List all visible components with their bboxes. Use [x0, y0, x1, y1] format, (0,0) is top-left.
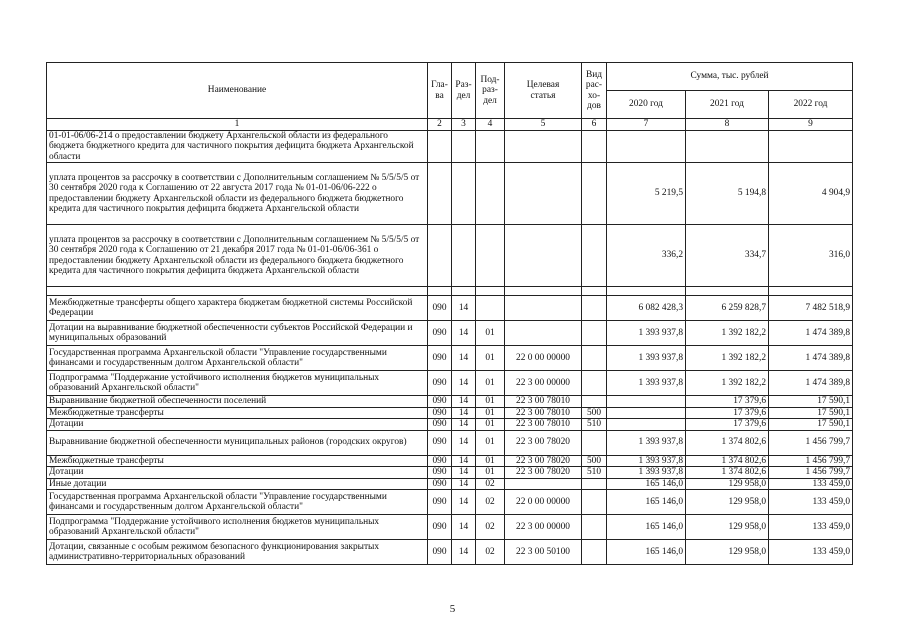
row-sum-2020 — [607, 419, 686, 431]
row-sum-2020 — [607, 130, 686, 163]
table-body — [47, 130, 853, 565]
row-sum-2021: 129 958,0 — [686, 478, 769, 490]
row-podrazdel — [476, 225, 505, 287]
table-row — [47, 371, 853, 396]
row-expense-type — [582, 130, 607, 163]
table-header — [47, 63, 853, 131]
header-target-article: Целевая статья — [505, 63, 582, 119]
row-name: Выравнивание бюджетной обеспеченности муниципальных районов (городских округов) — [47, 430, 428, 455]
row-name: Иные дотации — [47, 478, 428, 490]
row-razdel: 14 — [452, 407, 476, 419]
row-sum-2022: 1 456 799,7 — [769, 430, 853, 455]
row-sum-2021: 1 374 802,6 — [686, 455, 769, 467]
row-sum-2021: 17 379,6 — [686, 407, 769, 419]
row-podrazdel: 01 — [476, 467, 505, 479]
row-sum-2022: 4 904,9 — [769, 163, 853, 225]
row-name: Выравнивание бюджетной обеспеченности поселений — [47, 396, 428, 408]
row-razdel — [452, 130, 476, 163]
row-target-article — [505, 225, 582, 287]
row-sum-2020: 1 393 937,8 — [607, 430, 686, 455]
row-expense-type: 500 — [582, 455, 607, 467]
table-row — [47, 287, 853, 296]
row-name: Государственная программа Архангельской области "Управление государственными финансами и государственным долгом Архангельской области" — [47, 490, 428, 515]
table-row — [47, 346, 853, 371]
row-target-article: 22 3 00 78010 — [505, 419, 582, 431]
row-name: Дотации на выравнивание бюджетной обеспеченности субъектов Российской Федерации и муниципальных образований — [47, 321, 428, 346]
row-sum-2020: 165 146,0 — [607, 515, 686, 540]
row-sum-2020: 1 393 937,8 — [607, 455, 686, 467]
row-target-article: 22 3 00 78010 — [505, 407, 582, 419]
row-sum-2021: 5 194,8 — [686, 163, 769, 225]
table-row — [47, 467, 853, 479]
header-year-2021: 2021 год — [686, 91, 769, 119]
column-number: 2 — [428, 119, 452, 131]
row-name — [47, 287, 428, 296]
row-sum-2020: 1 393 937,8 — [607, 346, 686, 371]
row-razdel: 14 — [452, 371, 476, 396]
table-row — [47, 163, 853, 225]
table-row — [47, 321, 853, 346]
row-glava: 090 — [428, 321, 452, 346]
row-sum-2021: 129 958,0 — [686, 540, 769, 565]
row-glava: 090 — [428, 346, 452, 371]
header-expense-type: Вид рас- хо- дов — [582, 63, 607, 119]
table-row — [47, 419, 853, 431]
column-number: 9 — [769, 119, 853, 131]
row-expense-type — [582, 371, 607, 396]
row-podrazdel: 02 — [476, 490, 505, 515]
row-razdel: 14 — [452, 419, 476, 431]
row-podrazdel: 02 — [476, 478, 505, 490]
row-glava — [428, 163, 452, 225]
row-glava: 090 — [428, 490, 452, 515]
row-sum-2020: 336,2 — [607, 225, 686, 287]
row-target-article: 22 3 00 78020 — [505, 467, 582, 479]
row-podrazdel: 01 — [476, 419, 505, 431]
row-razdel: 14 — [452, 467, 476, 479]
row-sum-2022: 133 459,0 — [769, 540, 853, 565]
column-number: 6 — [582, 119, 607, 131]
row-razdel: 14 — [452, 296, 476, 321]
row-sum-2022: 133 459,0 — [769, 490, 853, 515]
row-glava: 090 — [428, 419, 452, 431]
table-row — [47, 430, 853, 455]
table-row — [47, 130, 853, 163]
row-name: Дотации, связанные с особым режимом безопасного функционирования закрытых административно-территориальных образований — [47, 540, 428, 565]
row-razdel: 14 — [452, 346, 476, 371]
row-sum-2022: 17 590,1 — [769, 419, 853, 431]
row-sum-2021: 6 259 828,7 — [686, 296, 769, 321]
row-sum-2022: 133 459,0 — [769, 478, 853, 490]
row-razdel: 14 — [452, 321, 476, 346]
row-expense-type — [582, 287, 607, 296]
row-expense-type — [582, 478, 607, 490]
table-row — [47, 515, 853, 540]
row-name: Подпрограмма "Поддержание устойчивого исполнения бюджетов муниципальных образований Архангельской области" — [47, 371, 428, 396]
column-number: 1 — [47, 119, 428, 131]
row-sum-2020 — [607, 287, 686, 296]
row-target-article: 22 3 00 78020 — [505, 430, 582, 455]
row-expense-type — [582, 346, 607, 371]
row-expense-type — [582, 296, 607, 321]
row-name: Межбюджетные трансферты — [47, 455, 428, 467]
row-name: Межбюджетные трансферты общего характера бюджетам бюджетной системы Российской Федерации — [47, 296, 428, 321]
row-target-article: 22 0 00 00000 — [505, 346, 582, 371]
row-sum-2021: 129 958,0 — [686, 515, 769, 540]
row-sum-2020: 1 393 937,8 — [607, 467, 686, 479]
row-sum-2021: 1 392 182,2 — [686, 346, 769, 371]
header-razdel: Раз- дел — [452, 63, 476, 119]
row-name: Дотации — [47, 467, 428, 479]
row-sum-2020: 5 219,5 — [607, 163, 686, 225]
row-expense-type — [582, 515, 607, 540]
row-expense-type — [582, 163, 607, 225]
row-sum-2022: 17 590,1 — [769, 407, 853, 419]
row-name: уплата процентов за рассрочку в соответствии с Дополнительным соглашением № 5/5/5/5 от 30 сентября 2020 года к Соглашению от 21 декабря 2017 года № 01-01-06/06-361 о предоставлении бюджету Архангельской области из федерального бюджета бюджетного кредита для частичного покрытия дефицита бюджета Архангельской области — [47, 225, 428, 287]
row-expense-type: 500 — [582, 407, 607, 419]
row-razdel — [452, 163, 476, 225]
column-number: 7 — [607, 119, 686, 131]
row-podrazdel: 01 — [476, 455, 505, 467]
row-razdel: 14 — [452, 515, 476, 540]
row-sum-2021: 334,7 — [686, 225, 769, 287]
row-target-article: 22 3 00 00000 — [505, 515, 582, 540]
table-row — [47, 540, 853, 565]
row-expense-type — [582, 321, 607, 346]
row-target-article — [505, 478, 582, 490]
header-glava: Гла- ва — [428, 63, 452, 119]
row-sum-2020: 1 393 937,8 — [607, 321, 686, 346]
row-sum-2022: 17 590,1 — [769, 396, 853, 408]
header-year-2022: 2022 год — [769, 91, 853, 119]
row-expense-type: 510 — [582, 419, 607, 431]
budget-table — [46, 62, 853, 565]
row-sum-2022 — [769, 287, 853, 296]
row-target-article — [505, 296, 582, 321]
column-number: 3 — [452, 119, 476, 131]
row-target-article: 22 3 00 78010 — [505, 396, 582, 408]
row-sum-2021 — [686, 287, 769, 296]
row-razdel: 14 — [452, 540, 476, 565]
row-sum-2021: 1 374 802,6 — [686, 430, 769, 455]
row-target-article — [505, 163, 582, 225]
row-podrazdel: 01 — [476, 396, 505, 408]
row-sum-2021: 1 392 182,2 — [686, 321, 769, 346]
column-number: 5 — [505, 119, 582, 131]
row-glava: 090 — [428, 430, 452, 455]
row-glava: 090 — [428, 455, 452, 467]
row-sum-2022: 1 474 389,8 — [769, 321, 853, 346]
row-sum-2020: 6 082 428,3 — [607, 296, 686, 321]
row-razdel — [452, 287, 476, 296]
row-sum-2021 — [686, 130, 769, 163]
row-target-article: 22 3 00 78020 — [505, 455, 582, 467]
row-sum-2020: 165 146,0 — [607, 478, 686, 490]
row-sum-2020 — [607, 407, 686, 419]
row-expense-type — [582, 430, 607, 455]
row-razdel — [452, 225, 476, 287]
table-row — [47, 490, 853, 515]
row-name: Подпрограмма "Поддержание устойчивого исполнения бюджетов муниципальных образований Архангельской области" — [47, 515, 428, 540]
row-name: Межбюджетные трансферты — [47, 407, 428, 419]
row-podrazdel: 01 — [476, 407, 505, 419]
row-sum-2022: 316,0 — [769, 225, 853, 287]
row-glava — [428, 287, 452, 296]
row-glava: 090 — [428, 540, 452, 565]
row-target-article — [505, 321, 582, 346]
row-target-article — [505, 287, 582, 296]
row-razdel: 14 — [452, 430, 476, 455]
table-row — [47, 396, 853, 408]
row-glava — [428, 225, 452, 287]
row-glava: 090 — [428, 296, 452, 321]
header-name: Наименование — [47, 63, 428, 119]
row-sum-2021: 1 392 182,2 — [686, 371, 769, 396]
row-glava: 090 — [428, 371, 452, 396]
row-glava: 090 — [428, 515, 452, 540]
row-podrazdel — [476, 163, 505, 225]
row-glava: 090 — [428, 407, 452, 419]
row-sum-2020: 165 146,0 — [607, 540, 686, 565]
row-glava: 090 — [428, 467, 452, 479]
table-row — [47, 296, 853, 321]
row-target-article: 22 3 00 50100 — [505, 540, 582, 565]
page-number: 5 — [449, 603, 456, 615]
row-razdel: 14 — [452, 396, 476, 408]
column-number-row — [47, 119, 853, 131]
header-podrazdel: Под- раз- дел — [476, 63, 505, 119]
row-sum-2021: 1 374 802,6 — [686, 467, 769, 479]
column-number: 4 — [476, 119, 505, 131]
row-sum-2020: 165 146,0 — [607, 490, 686, 515]
row-podrazdel: 01 — [476, 346, 505, 371]
row-razdel: 14 — [452, 478, 476, 490]
row-sum-2022: 133 459,0 — [769, 515, 853, 540]
row-sum-2021: 17 379,6 — [686, 419, 769, 431]
row-name: Государственная программа Архангельской области "Управление государственными финансами и государственным долгом Архангельской области" — [47, 346, 428, 371]
row-sum-2022: 1 474 389,8 — [769, 371, 853, 396]
row-sum-2021: 129 958,0 — [686, 490, 769, 515]
column-number: 8 — [686, 119, 769, 131]
row-name: Дотации — [47, 419, 428, 431]
row-podrazdel: 02 — [476, 540, 505, 565]
row-expense-type — [582, 225, 607, 287]
row-sum-2021: 17 379,6 — [686, 396, 769, 408]
row-name: 01-01-06/06-214 о предоставлении бюджету Архангельской области из федерального бюджета бюджетного кредита для частичного покрытия дефицита бюджета Архангельской области — [47, 130, 428, 163]
row-podrazdel: 01 — [476, 430, 505, 455]
row-target-article: 22 3 00 00000 — [505, 371, 582, 396]
row-sum-2020 — [607, 396, 686, 408]
row-expense-type — [582, 540, 607, 565]
row-podrazdel: 01 — [476, 371, 505, 396]
table-row — [47, 407, 853, 419]
row-sum-2022: 1 456 799,7 — [769, 467, 853, 479]
row-expense-type: 510 — [582, 467, 607, 479]
header-sum: Сумма, тыс. рублей — [607, 63, 853, 91]
row-podrazdel — [476, 130, 505, 163]
table-row — [47, 455, 853, 467]
row-podrazdel: 02 — [476, 515, 505, 540]
table-row — [47, 225, 853, 287]
row-sum-2020: 1 393 937,8 — [607, 371, 686, 396]
row-sum-2022: 1 474 389,8 — [769, 346, 853, 371]
row-glava: 090 — [428, 478, 452, 490]
row-target-article: 22 0 00 00000 — [505, 490, 582, 515]
row-razdel: 14 — [452, 455, 476, 467]
row-glava — [428, 130, 452, 163]
row-podrazdel — [476, 287, 505, 296]
row-razdel: 14 — [452, 490, 476, 515]
row-sum-2022: 1 456 799,7 — [769, 455, 853, 467]
row-podrazdel: 01 — [476, 321, 505, 346]
table-row — [47, 478, 853, 490]
row-glava: 090 — [428, 396, 452, 408]
row-name: уплата процентов за рассрочку в соответствии с Дополнительным соглашением № 5/5/5/5 от 30 сентября 2020 года к Соглашению от 22 августа 2017 года № 01-01-06/06-222 о предоставлении бюджету Архангельской области из федерального бюджета бюджетного кредита для частичного покрытия дефицита бюджета Архангельской области — [47, 163, 428, 225]
row-target-article — [505, 130, 582, 163]
row-expense-type — [582, 396, 607, 408]
row-sum-2022 — [769, 130, 853, 163]
header-year-2020: 2020 год — [607, 91, 686, 119]
row-sum-2022: 7 482 518,9 — [769, 296, 853, 321]
row-expense-type — [582, 490, 607, 515]
row-podrazdel — [476, 296, 505, 321]
